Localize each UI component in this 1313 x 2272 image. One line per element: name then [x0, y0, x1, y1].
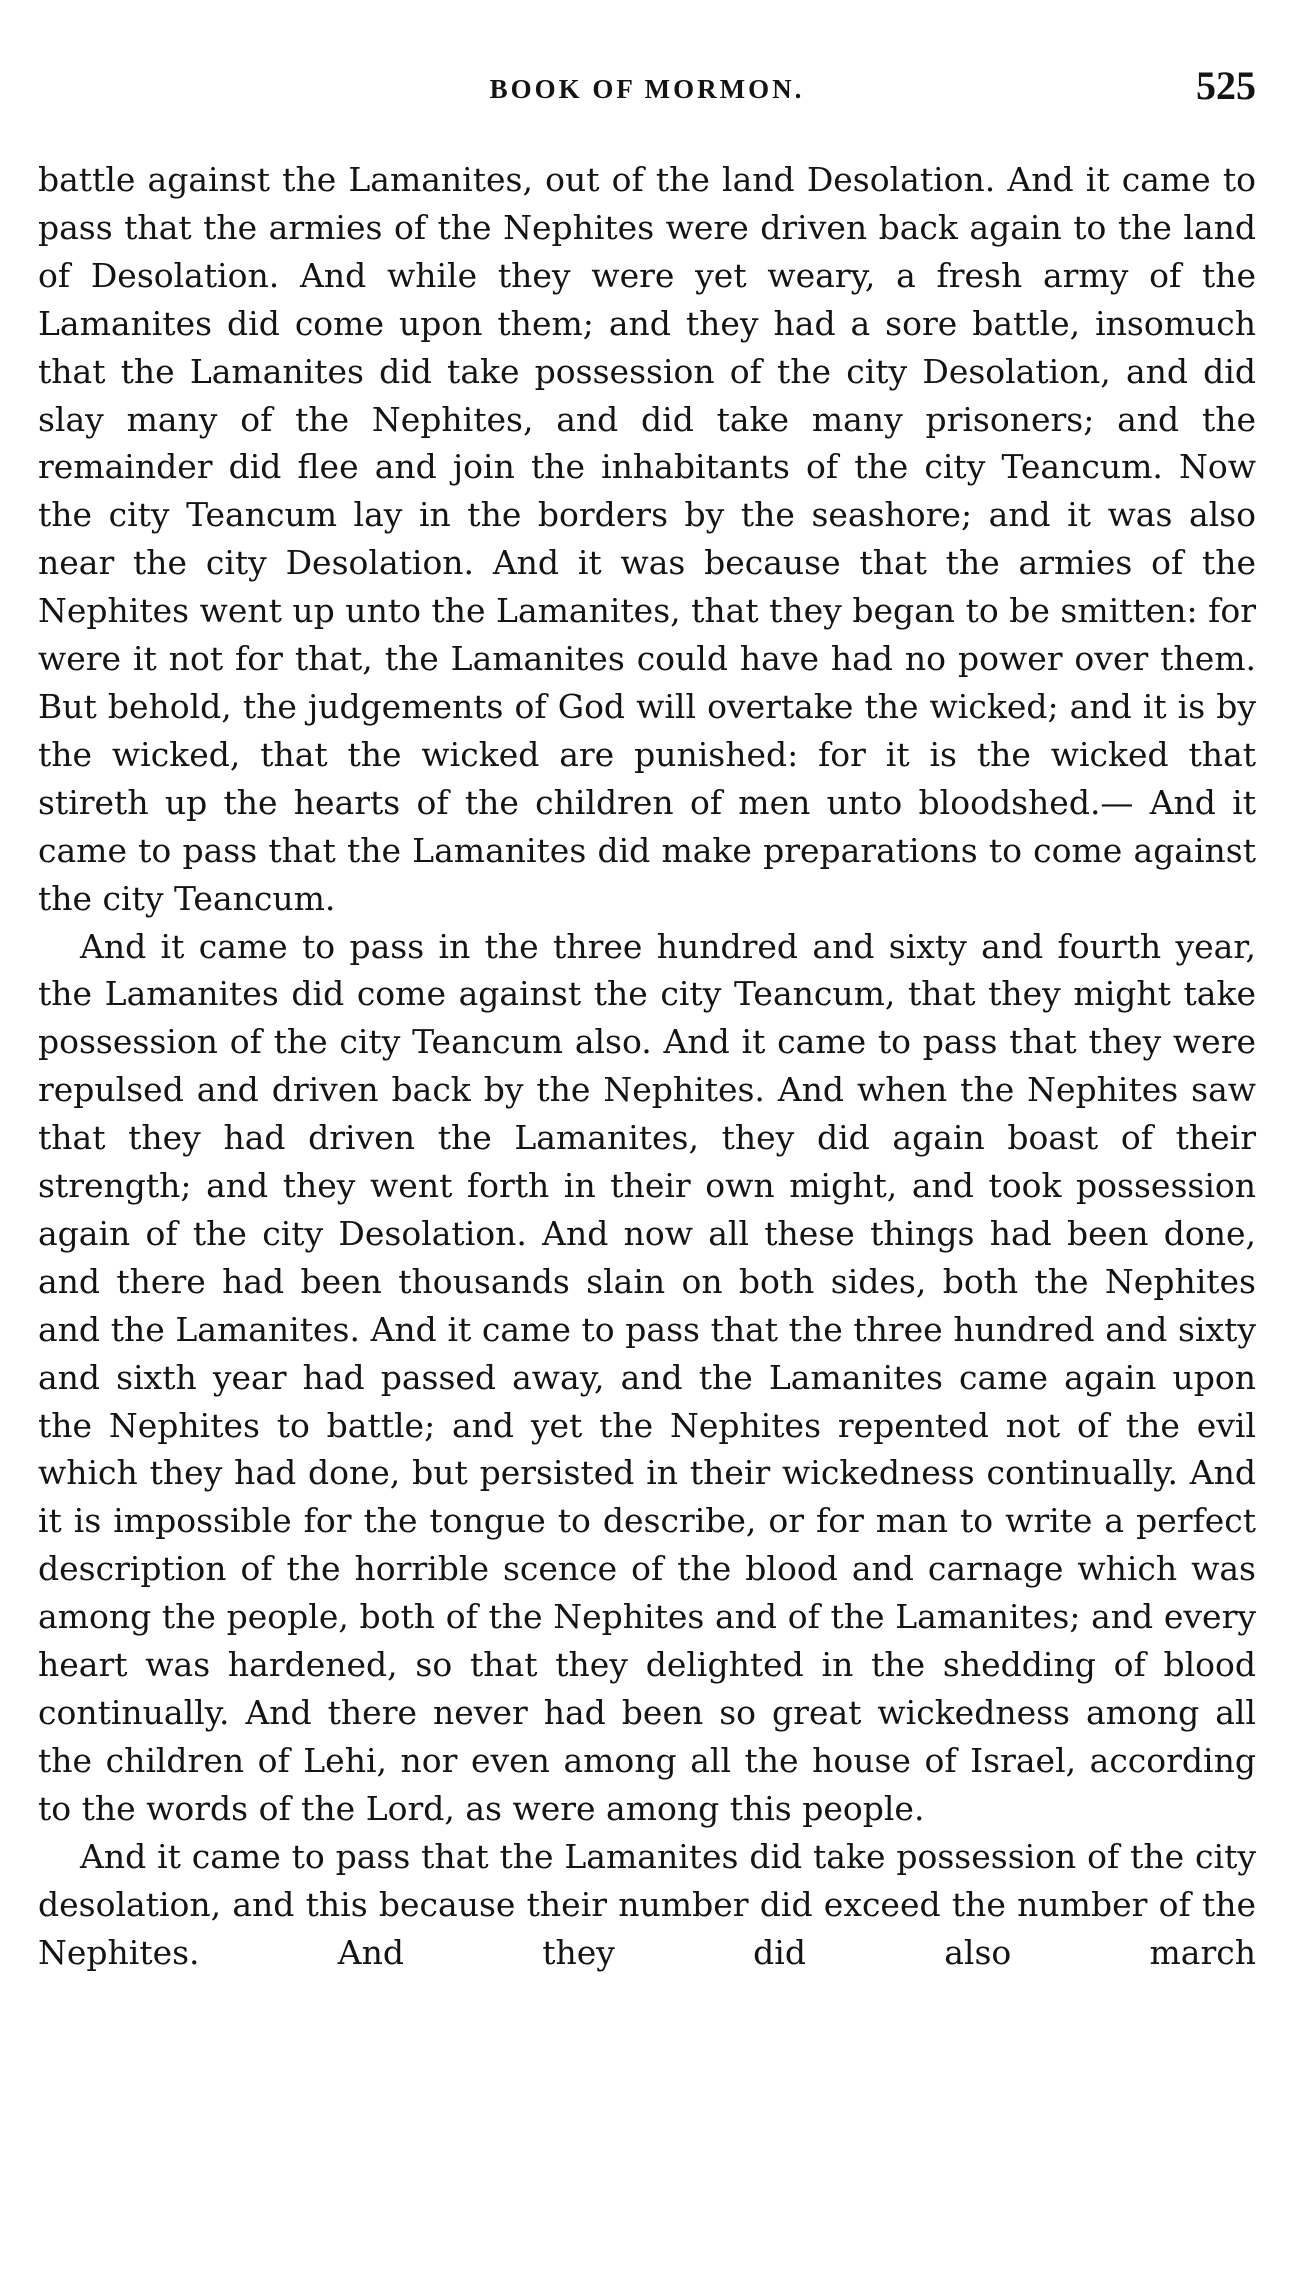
body-text [38, 156, 1256, 1976]
running-header [38, 62, 1256, 122]
running-title: BOOK OF MORMON. [489, 74, 805, 104]
page-number: 525 [1196, 63, 1256, 108]
paragraph: battle against the Lamanites, out of the land Desolation. And it came to pass that the armies of the Nephites were driven back again to the land of Desolation. And while they were yet weary, a fresh army of the Lamanites did come upon them; and they had a sore battle, insomuch that the Lamanites did take possession of the city Desolation, and did slay many of the Nephites, and did take many prisoners; and the remainder did flee and join the inhabitants of the city Teancum. Now the city Teancum lay in the borders by the seashore; and it was also near the city Desolation. And it was because that the armies of the Nephites went up unto the Lamanites, that they began to be smitten: for were it not for that, the Lamanites could have had no power over them. But behold, the judgements of God will overtake the wicked; and it is by the wicked, that the wicked are punished: for it is the wicked that stireth up the hearts of the children of men unto bloodshed.— And it came to pass that the Lamanites did make preparations to come against the city Teancum. [38, 160, 1256, 918]
paragraph: And it came to pass that the Lamanites did take possession of the city desolation, and this because their number did exceed the number of the Nephites. And they did also march [38, 1836, 1256, 1972]
book-page [38, 62, 1256, 1976]
paragraph: And it came to pass in the three hundred and sixty and fourth year, the Lamanites did come against the city Teancum, that they might take possession of the city Teancum also. And it came to pass that they were repulsed and driven back by the Nephites. And when the Nephites saw that they had driven the Lamanites, they did again boast of their strength; and they went forth in their own might, and took possession again of the city Desolation. And now all these things had been done, and there had been thousands slain on both sides, both the Nephites and the Lamanites. And it came to pass that the three hundred and sixty and sixth year had passed away, and the Lamanites came again upon the Nephites to battle; and yet the Nephites repented not of the evil which they had done, but persisted in their wickedness continually. And it is impossible for the tongue to describe, or for man to write a perfect description of the horrible scence of the blood and carnage which was among the people, both of the Nephites and of the Lamanites; and every heart was hardened, so that they delighted in the shedding of blood continually. And there never had been so great wickedness among all the children of Lehi, nor even among all the house of Israel, according to the words of the Lord, as were among this people. [38, 926, 1256, 1828]
